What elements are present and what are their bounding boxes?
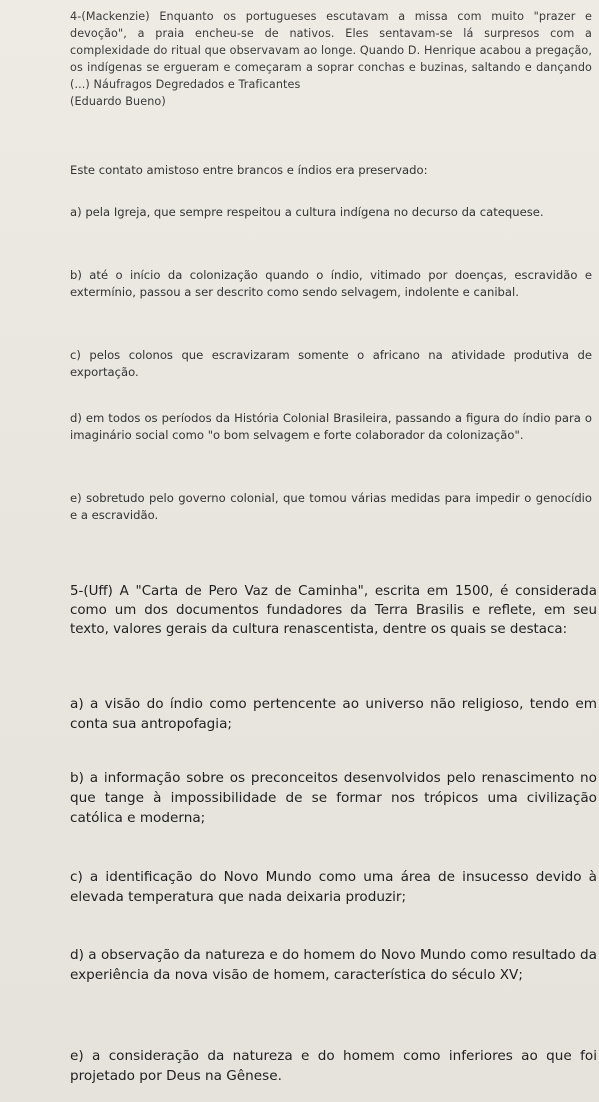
question-4-option-d: d) em todos os períodos da História Colonial Brasileira, passando a figura do índio para o imaginário social como "o bom selvagem e forte colaborador da colonização". (70, 411, 592, 442)
question-5-option-b: b) a informação sobre os preconceitos desenvolvidos pelo renascimento no que tange à impossibilidade de se formar nos trópicos uma civilização católica e moderna; (70, 770, 597, 826)
question-4-option-b: b) até o início da colonização quando o índio, vitimado por doenças, escravidão e extermínio, passou a ser descrito como sendo selvagem, indolente e canibal. (70, 268, 592, 299)
question-4-option-e: e) sobretudo pelo governo colonial, que tomou várias medidas para impedir o genocídio e a escravidão. (70, 491, 592, 522)
question-5-option-e: e) a consideração da natureza e do homem como inferiores ao que foi projetado por Deus na Gênese. (70, 1048, 597, 1084)
question-4-prompt: Este contato amistoso entre brancos e índios era preservado: (70, 163, 428, 177)
question-5-option-d: d) a observação da natureza e do homem do Novo Mundo como resultado da experiência da nova visão de homem, característica do século XV; (70, 947, 597, 983)
question-4-option-c: c) pelos colonos que escravizaram somente o africano na atividade produtiva de exportação. (70, 348, 592, 379)
question-4-option-a: a) pela Igreja, que sempre respeitou a cultura indígena no decurso da catequese. (70, 205, 544, 219)
question-4-stem (70, 8, 592, 110)
question-5-option-a: a) a visão do índio como pertencente ao universo não religioso, tendo em conta sua antropofagia; (70, 696, 597, 732)
question-4-text: 4-(Mackenzie) Enquanto os portugueses escutavam a missa com muito "prazer e devoção", a praia encheu-se de nativos. Eles sentavam-se lá surpresos com a complexidade do ritual que observavam ao longe. Quando D. Henrique acabou a pregação, os indígenas se ergueram e começaram a soprar conchas e buzinas, saltando e dançando (...) Náufragos Degredados e Traficantes (70, 10, 592, 91)
question-5-stem: 5-(Uff) A "Carta de Pero Vaz de Caminha", escrita em 1500, é considerada como um dos documentos fundadores da Terra Brasilis e reflete, em seu texto, valores gerais da cultura renascentista, dentre os quais se destaca: (70, 584, 597, 637)
question-4-author: (Eduardo Bueno) (70, 95, 166, 108)
question-5-option-c: c) a identificação do Novo Mundo como uma área de insucesso devido à elevada temperatura que nada deixaria produzir; (70, 869, 597, 905)
